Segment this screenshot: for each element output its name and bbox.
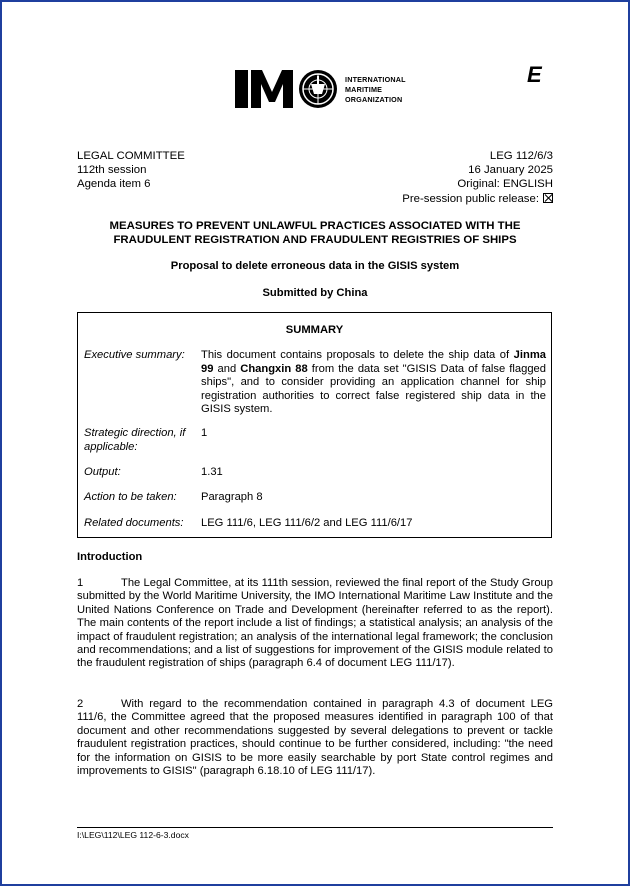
exec-text-part: This document contains proposals to delete the ship data of	[201, 349, 514, 361]
session: 112th session	[77, 164, 147, 177]
public-release-label: Pre-session public release:	[402, 192, 539, 205]
checked-box-icon	[543, 193, 553, 203]
original-language: Original: ENGLISH	[457, 178, 553, 191]
agenda-item: Agenda item 6	[77, 178, 151, 191]
exec-text-part: from the data set "GISIS Data of false flagged ships", and to consider providing an application channel for ship registration authorities to correct false registered ship data in the GISIS system.	[201, 362, 546, 416]
output-label: Output:	[84, 466, 121, 478]
introduction-heading: Introduction	[77, 551, 143, 563]
action-label: Action to be taken:	[84, 491, 177, 503]
related-documents-value: LEG 111/6, LEG 111/6/2 and LEG 111/6/17	[201, 517, 413, 529]
strategic-direction-value: 1	[201, 427, 208, 439]
output-value: 1.31	[201, 466, 223, 478]
submitted-by: Submitted by China	[262, 287, 368, 299]
logo-line: MARITIME	[345, 85, 383, 94]
file-path: I:\LEG\112\LEG 112-6-3.docx	[77, 830, 189, 840]
paragraph-text: The Legal Committee, at its 111th session, reviewed the final report of the Study Group submitted by the World Maritime University, the IMO International Maritime Law Institute and the United Nations Conference on Trade and Development (hereinafter referred to as the report). The main contents of the report include a list of findings; a statistical analysis; an analysis of the impact of fraudulent registration; an analysis of the international legal framework; the conclusion and recommendations; and a list of suggestions for improvement of the GISIS module related to the fraudulent registration of ships (paragraph 6.4 of document LEG 111/17).	[77, 577, 553, 670]
committee-info	[77, 149, 185, 192]
exec-text-part: and	[213, 362, 241, 375]
document-info	[402, 149, 553, 206]
related-documents-label: Related documents:	[84, 517, 184, 529]
ship-name: Changxin 88	[240, 362, 308, 375]
executive-summary-label: Executive summary:	[84, 349, 185, 361]
strategic-direction-label: Strategic direction, if applicable:	[84, 427, 186, 453]
language-code: E	[527, 62, 542, 87]
committee-name: LEGAL COMMITTEE	[77, 150, 185, 162]
public-release	[402, 192, 553, 206]
logo-line: INTERNATIONAL	[345, 75, 406, 84]
paragraph-2	[77, 698, 553, 778]
document-symbol: LEG 112/6/3	[489, 150, 553, 162]
ship-name: Jinma 99	[201, 349, 546, 375]
document-title	[77, 220, 553, 247]
logo-line: ORGANIZATION	[345, 95, 403, 104]
paragraph-1	[77, 577, 553, 671]
summary-box	[77, 312, 552, 538]
document-date: 16 January 2025	[468, 164, 553, 177]
logo-caption	[345, 75, 406, 105]
title-line: MEASURES TO PREVENT UNLAWFUL PRACTICES ASSOCIATED WITH THE	[109, 220, 521, 232]
title-line: FRAUDULENT REGISTRATION AND FRAUDULENT REGISTRIES OF SHIPS	[113, 233, 517, 246]
action-value: Paragraph 8	[201, 491, 263, 503]
paragraph-number: 2	[77, 698, 84, 710]
document-subtitle: Proposal to delete erroneous data in the GISIS system	[170, 260, 460, 272]
paragraph-number: 1	[77, 577, 84, 589]
footer-divider	[77, 827, 553, 828]
summary-heading: SUMMARY	[285, 324, 344, 336]
executive-summary-text	[201, 349, 546, 417]
paragraph-text: With regard to the recommendation contained in paragraph 4.3 of document LEG 111/6, the Committee agreed that the proposed measures identified in paragraph 100 of that document and other recommendations suggested by several delegations to prevent or tackle fraudulent registration practices, should continue to be further considered, including: "the need for the information on GISIS to be more easily searchable by port State control regimes and improvements to GISIS" (paragraph 6.18.10 of LEG 111/17).	[77, 698, 553, 778]
